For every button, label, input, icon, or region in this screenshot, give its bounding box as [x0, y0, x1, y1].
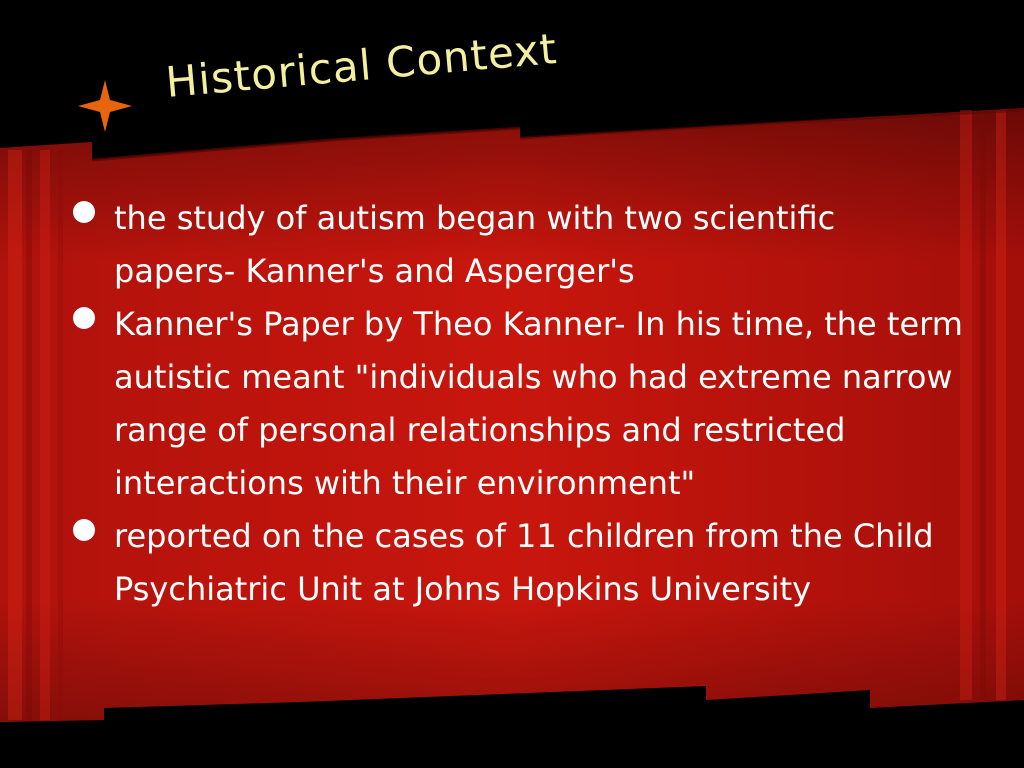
bullet-dot-icon — [73, 519, 95, 541]
bullet-item — [66, 510, 966, 616]
bullet-item — [66, 192, 966, 298]
four-point-star-icon — [76, 78, 134, 134]
bullet-list — [66, 192, 966, 616]
bullet-text: Kanner's Paper by Theo Kanner- In his time, the term autistic meant "individuals who had extreme narrow range of personal relationships and restricted interactions with their environment" — [114, 305, 963, 502]
bullet-text: reported on the cases of 11 children from the Child Psychiatric Unit at Johns Hopkins University — [114, 517, 934, 608]
bullet-dot-icon — [73, 201, 95, 223]
slide-title: Historical Context — [163, 23, 560, 108]
bullet-dot-icon — [73, 307, 95, 329]
bullet-text: the study of autism began with two scientific papers- Kanner's and Asperger's — [114, 199, 836, 290]
bullet-item — [66, 298, 966, 510]
